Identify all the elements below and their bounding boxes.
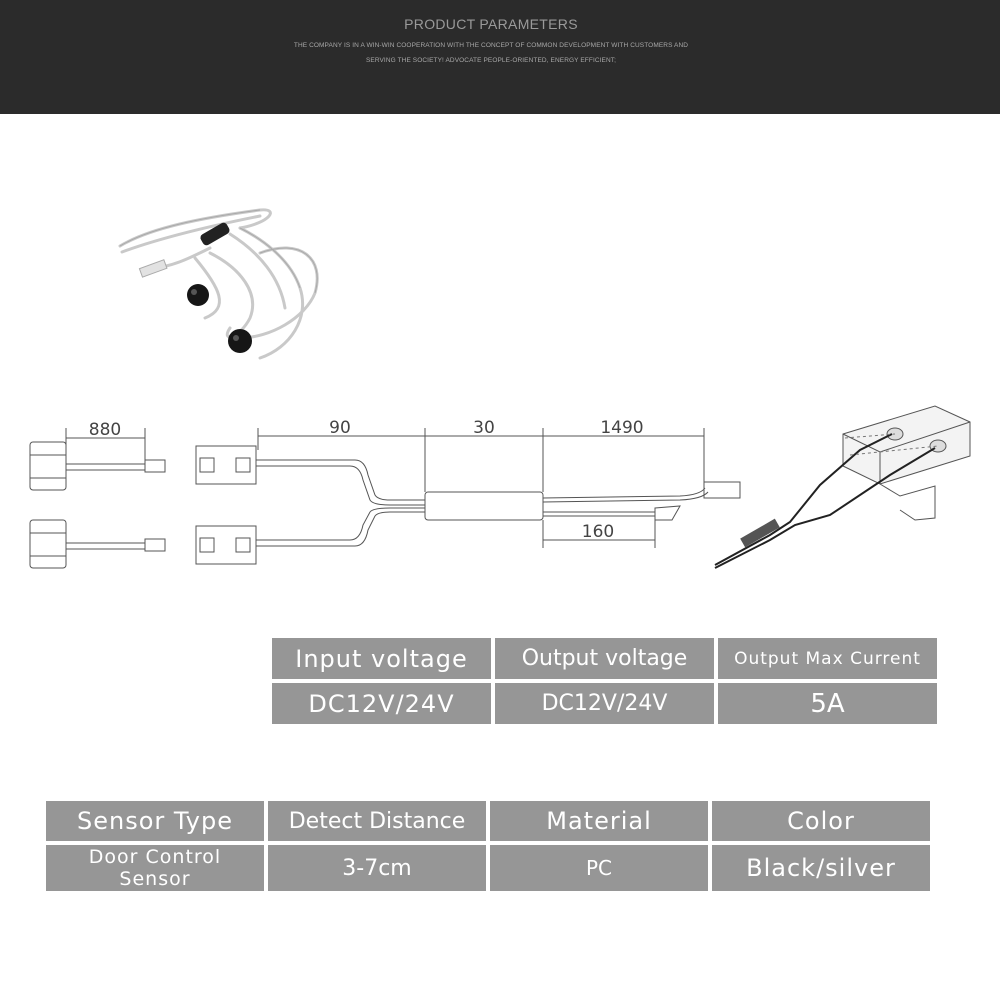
- table-row: [272, 638, 937, 679]
- table-row: [272, 683, 937, 724]
- header-title: PRODUCT PARAMETERS: [404, 16, 578, 32]
- table-value-cell: Black/silver: [712, 845, 930, 891]
- electrical-spec-table: [268, 634, 941, 728]
- table-header-cell: Output voltage: [495, 638, 714, 679]
- dim-label-90: 90: [329, 418, 351, 438]
- table-value-cell: 5A: [718, 683, 937, 724]
- header-banner: [0, 0, 1000, 114]
- table-header-cell: Color: [712, 801, 930, 841]
- header-subtitle-line1: THE COMPANY IS IN A WIN-WIN COOPERATION WITH THE CONCEPT OF COMMON DEVELOPMENT WITH CUSTOMERS AND: [293, 42, 689, 49]
- sensor-spec-table: [42, 797, 934, 895]
- sensor-box-top: [30, 442, 66, 490]
- table-row: [46, 801, 930, 841]
- header-subtitle-line2: SERVING THE SOCIETY! ADVOCATE PEOPLE-ORIENTED, ENERGY EFFICIENT;: [365, 57, 617, 64]
- wiring-diagram: [0, 400, 1000, 600]
- table-value-cell: PC: [490, 845, 708, 891]
- table-value-cell: DC12V/24V: [272, 683, 491, 724]
- dim-label-1490: 1490: [600, 418, 644, 438]
- table-header-cell: Detect Distance: [268, 801, 486, 841]
- table-value-cell: Door Control Sensor: [46, 845, 264, 891]
- table-value-cell: 3-7cm: [268, 845, 486, 891]
- table-header-cell: Sensor Type: [46, 801, 264, 841]
- table-header-cell: Input voltage: [272, 638, 491, 679]
- dim-label-160: 160: [581, 522, 615, 542]
- product-photo: [110, 198, 340, 373]
- table-header-cell: Material: [490, 801, 708, 841]
- dim-label-30: 30: [473, 418, 495, 438]
- sensor-box-bottom: [30, 520, 66, 568]
- table-value-cell: DC12V/24V: [495, 683, 714, 724]
- table-header-cell: Output Max Current: [718, 638, 937, 679]
- table-row: [46, 845, 930, 891]
- dim-label-880: 880: [88, 420, 122, 440]
